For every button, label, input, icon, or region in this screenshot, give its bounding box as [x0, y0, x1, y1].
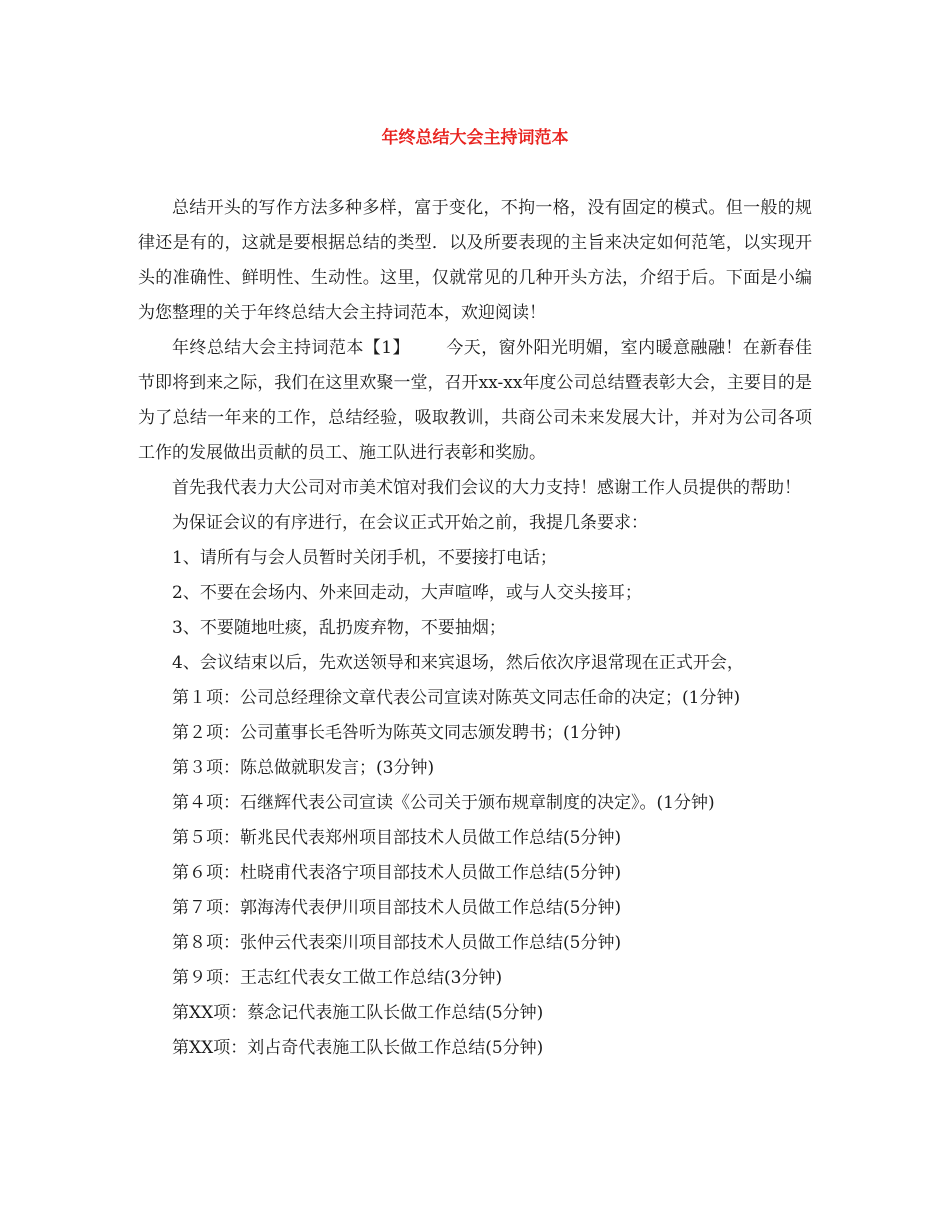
document-body: [138, 191, 812, 1066]
agenda-item: 第８项：张仲云代表栾川项目部技术人员做工作总结(5分钟): [172, 933, 622, 953]
agenda-item: 第３项：陈总做就职发言；(3分钟): [172, 758, 435, 778]
agenda-item: 第１项：公司总经理徐文章代表公司宣读对陈英文同志任命的决定；(1分钟): [172, 688, 741, 708]
section-label: 年终总结大会主持词范本【1】: [172, 338, 410, 358]
requirement-item: 4、会议结束以后，先欢送领导和来宾退场，然后依次序退常现在正式开会，: [172, 653, 744, 673]
agenda-item: 第XX项：刘占奇代表施工队长做工作总结(5分钟): [172, 1038, 544, 1058]
requirement-item: 2、不要在会场内、外来回走动，大声喧哗，或与人交头接耳；: [172, 583, 642, 603]
agenda-item: 第２项：公司董事长毛咎听为陈英文同志颁发聘书；(1分钟): [172, 723, 622, 743]
agenda-item: 第４项：石继辉代表公司宣读《公司关于颁布规章制度的决定》。(1分钟): [172, 793, 715, 813]
section-text: 今天，窗外阳光明媚，室内暖意融融！在新春佳节即将到来之际，我们在这里欢聚一堂，召开xx-xx年度公司总结暨表彰大会，主要目的是为了总结一年来的工作，总结经验，吸取教训，共商公司未来发展大计，并对为公司各项工作的发展做出贡献的员工、施工队进行表彰和奖励。: [138, 338, 812, 463]
requirement-item: 1、请所有与会人员暂时关闭手机，不要接打电话；: [172, 548, 557, 568]
agenda-item: 第７项：郭海涛代表伊川项目部技术人员做工作总结(5分钟): [172, 898, 622, 918]
agenda-item: 第５项：靳兆民代表郑州项目部技术人员做工作总结(5分钟): [172, 828, 622, 848]
agenda-item: 第９项：王志红代表女工做工作总结(3分钟): [172, 968, 503, 988]
intro-paragraph: 总结开头的写作方法多种多样，富于变化，不拘一格，没有固定的模式。但一般的规律还是有的，这就是要根据总结的类型．以及所要表现的主旨来决定如何范笔，以实现开头的准确性、鲜明性、生动性。这里，仅就常见的几种开头方法，介绍于后。下面是小编为您整理的关于年终总结大会主持词范本，欢迎阅读！: [138, 198, 812, 323]
agenda-item: 第XX项：蔡念记代表施工队长做工作总结(5分钟): [172, 1003, 544, 1023]
section-paragraph: [138, 331, 812, 471]
agenda-item: 第６项：杜晓甫代表洛宁项目部技术人员做工作总结(5分钟): [172, 863, 622, 883]
thanks-paragraph: 首先我代表力大公司对市美术馆对我们会议的大力支持！感谢工作人员提供的帮助！: [172, 478, 801, 498]
requirements-intro: 为保证会议的有序进行，在会议正式开始之前，我提几条要求：: [172, 513, 648, 533]
requirement-item: 3、不要随地吐痰，乱扔废弃物，不要抽烟；: [172, 618, 506, 638]
document-title: 年终总结大会主持词范本: [381, 128, 569, 148]
